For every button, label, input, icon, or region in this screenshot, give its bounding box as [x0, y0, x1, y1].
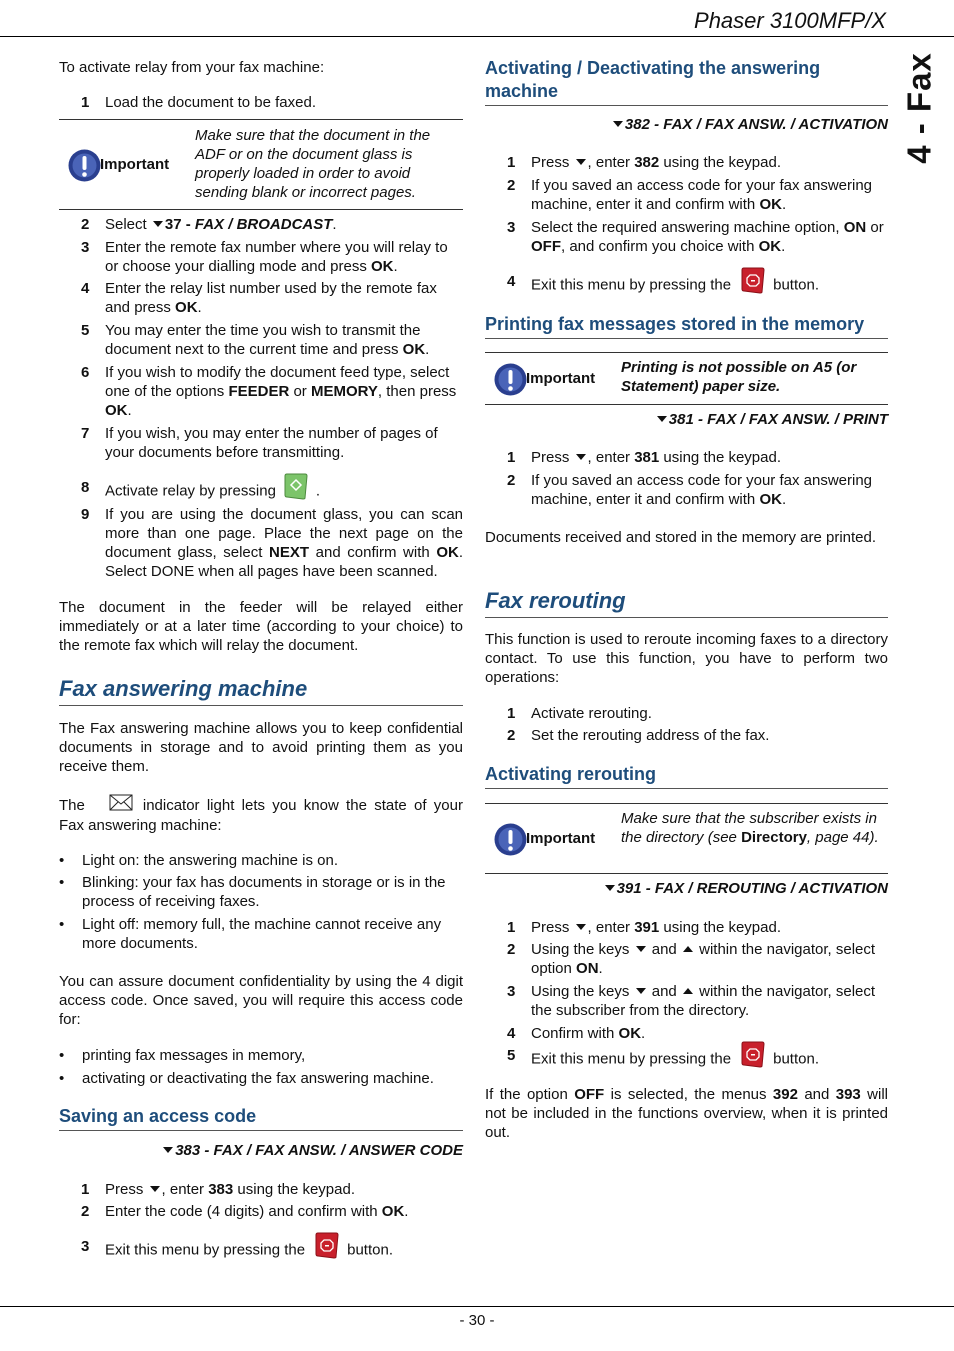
important-label: Important [100, 156, 170, 173]
arrow-down-icon [613, 121, 623, 127]
paragraph: This function is used to reroute incoming faxes to a directory contact. To use this function, you have to perform two operations: [485, 631, 888, 686]
list-item: 7 If you wish, you may enter the number of pages of your documents before transmitting. [81, 425, 438, 461]
important-note [59, 119, 463, 210]
list-item: • Light on: the answering machine is on. [59, 851, 463, 870]
chapter-tab-label: 4 - Fax [900, 52, 938, 164]
arrow-down-icon [163, 1147, 173, 1153]
page-number: - 30 - [459, 1312, 495, 1329]
menu-path: 391 - FAX / REROUTING / ACTIVATION [485, 879, 888, 898]
list-item: • Light off: memory full, the machine cannot receive any more documents. [59, 915, 463, 953]
list-item: 2 Set the rerouting address of the fax. [507, 727, 770, 744]
list-item: 2 If you saved an access code for your fax answering machine, enter it and confirm with OK. [507, 472, 873, 508]
stop-icon [741, 266, 765, 299]
list-item: 3 Using the keys and within the navigator, select the subscriber from the directory. [507, 983, 876, 1019]
list-item: 1 Press , enter 383 using the keypad. [81, 1181, 356, 1198]
menu-path: 381 - FAX / FAX ANSW. / PRINT [485, 410, 888, 429]
arrow-down-icon [576, 159, 586, 165]
list-item: 3 Exit this menu by pressing the button. [59, 1237, 463, 1264]
list-item: 5 Exit this menu by pressing the button. [485, 1046, 888, 1073]
list-item: • Blinking: your fax has documents in storage or is in the process of receiving faxes. [59, 873, 463, 911]
header-rule [0, 36, 954, 37]
arrow-up-icon [683, 946, 693, 952]
relay-paragraph: The document in the feeder will be relayed either immediately or at a later time (according to your choice) to the remote fax which will relay the document. [59, 599, 463, 654]
envelope-icon [109, 794, 133, 816]
list-item: 2 Enter the code (4 digits) and confirm with OK. [81, 1203, 409, 1220]
list-item: 4 Exit this menu by pressing the button. [485, 272, 888, 299]
list-item: 1 Load the document to be faxed. [81, 94, 316, 111]
arrow-down-icon [153, 221, 163, 227]
menu-path: 382 - FAX / FAX ANSW. / ACTIVATION [485, 115, 888, 134]
list-item: 1 Press , enter 391 using the keypad. [507, 919, 782, 936]
exclamation-circle-icon [67, 148, 102, 183]
chapter-tab [890, 52, 948, 164]
paragraph: You can assure document confidentiality by using the 4 digit access code. Once saved, you will require this access code for: [59, 973, 463, 1028]
arrow-down-icon [636, 988, 646, 994]
important-label: Important [526, 830, 596, 847]
arrow-down-icon [576, 454, 586, 460]
arrow-up-icon [683, 988, 693, 994]
list-item: 4 Confirm with OK. [507, 1025, 646, 1042]
list-item: 2 Select 37 - FAX / BROADCAST. [81, 216, 337, 233]
list-item: 3 Enter the remote fax number where you will relay to or choose your dialling mode and press OK. [81, 239, 448, 275]
important-text: Printing is not possible on A5 (or Statement) paper size. [621, 359, 857, 395]
list-item: • printing fax messages in memory, [59, 1046, 463, 1065]
important-text: Make sure that the document in the ADF or on the document glass is properly loaded in order to avoid sending blank or incorrect pages. [195, 127, 431, 201]
arrow-down-icon [576, 924, 586, 930]
list-item: 3 Select the required answering machine option, ON or OFF, and confirm you choice with OK. [507, 219, 884, 255]
list-item: 1 Press , enter 382 using the keypad. [507, 154, 782, 171]
arrow-down-icon [605, 885, 615, 891]
important-label: Important [526, 370, 596, 387]
section-heading: Fax rerouting [485, 588, 888, 618]
menu-path: 383 - FAX / FAX ANSW. / ANSWER CODE [59, 1141, 463, 1160]
subsection-heading: Activating / Deactivating the answering machine [485, 57, 888, 106]
list-item: 2 If you saved an access code for your fax answering machine, enter it and confirm with OK. [507, 177, 873, 213]
stop-icon [315, 1231, 339, 1264]
list-item: 8 Activate relay by pressing . [59, 478, 463, 505]
model-title: Phaser 3100MFP/X [694, 8, 886, 33]
list-item: 1 Press , enter 381 using the keypad. [507, 449, 782, 466]
stop-icon [741, 1040, 765, 1073]
arrow-down-icon [636, 946, 646, 952]
arrow-down-icon [657, 416, 667, 422]
subsection-heading: Printing fax messages stored in the memory [485, 313, 888, 339]
list-item: 5 You may enter the time you wish to transmit the document next to the current time and press OK. [81, 322, 430, 358]
subsection-heading: Saving an access code [59, 1105, 463, 1131]
section-heading: Fax answering machine [59, 676, 463, 706]
list-item: 6 If you wish to modify the document feed type, select one of the options FEEDER or MEMORY, then press OK. [81, 364, 457, 419]
paragraph: If the option OFF is selected, the menus 392 and 393 will not be included in the functions overview, when it is printed out. [485, 1086, 888, 1141]
important-note [485, 803, 888, 874]
subsection-heading: Activating rerouting [485, 763, 888, 789]
arrow-down-icon [150, 1186, 160, 1192]
list-item: • activating or deactivating the fax answering machine. [59, 1069, 463, 1088]
paragraph: The indicator light lets you know the state of your Fax answering machine: [59, 796, 463, 835]
paragraph: Documents received and stored in the memory are printed. [485, 529, 877, 546]
list-item: 9 If you are using the document glass, you can scan more than one page. Place the next page on the document glass, select NEXT and confirm with OK. Select DONE when all pages have been scanned. [81, 506, 464, 580]
exclamation-circle-icon [493, 362, 528, 397]
start-diamond-icon [284, 472, 308, 505]
important-text: Make sure that the subscriber exists in the directory (see Directory, page 44). [621, 810, 879, 846]
intro-text: To activate relay from your fax machine: [59, 59, 325, 76]
list-item: 1 Activate rerouting. [507, 705, 652, 722]
paragraph: The Fax answering machine allows you to keep confidential documents in storage and to avoid printing them as you receive them. [59, 720, 463, 775]
footer-rule [0, 1306, 954, 1307]
list-item: 4 Enter the relay list number used by the remote fax and press OK. [81, 280, 437, 316]
important-note [485, 352, 888, 405]
list-item: 2 Using the keys and within the navigator, select option ON. [507, 941, 876, 977]
exclamation-circle-icon [493, 822, 528, 857]
